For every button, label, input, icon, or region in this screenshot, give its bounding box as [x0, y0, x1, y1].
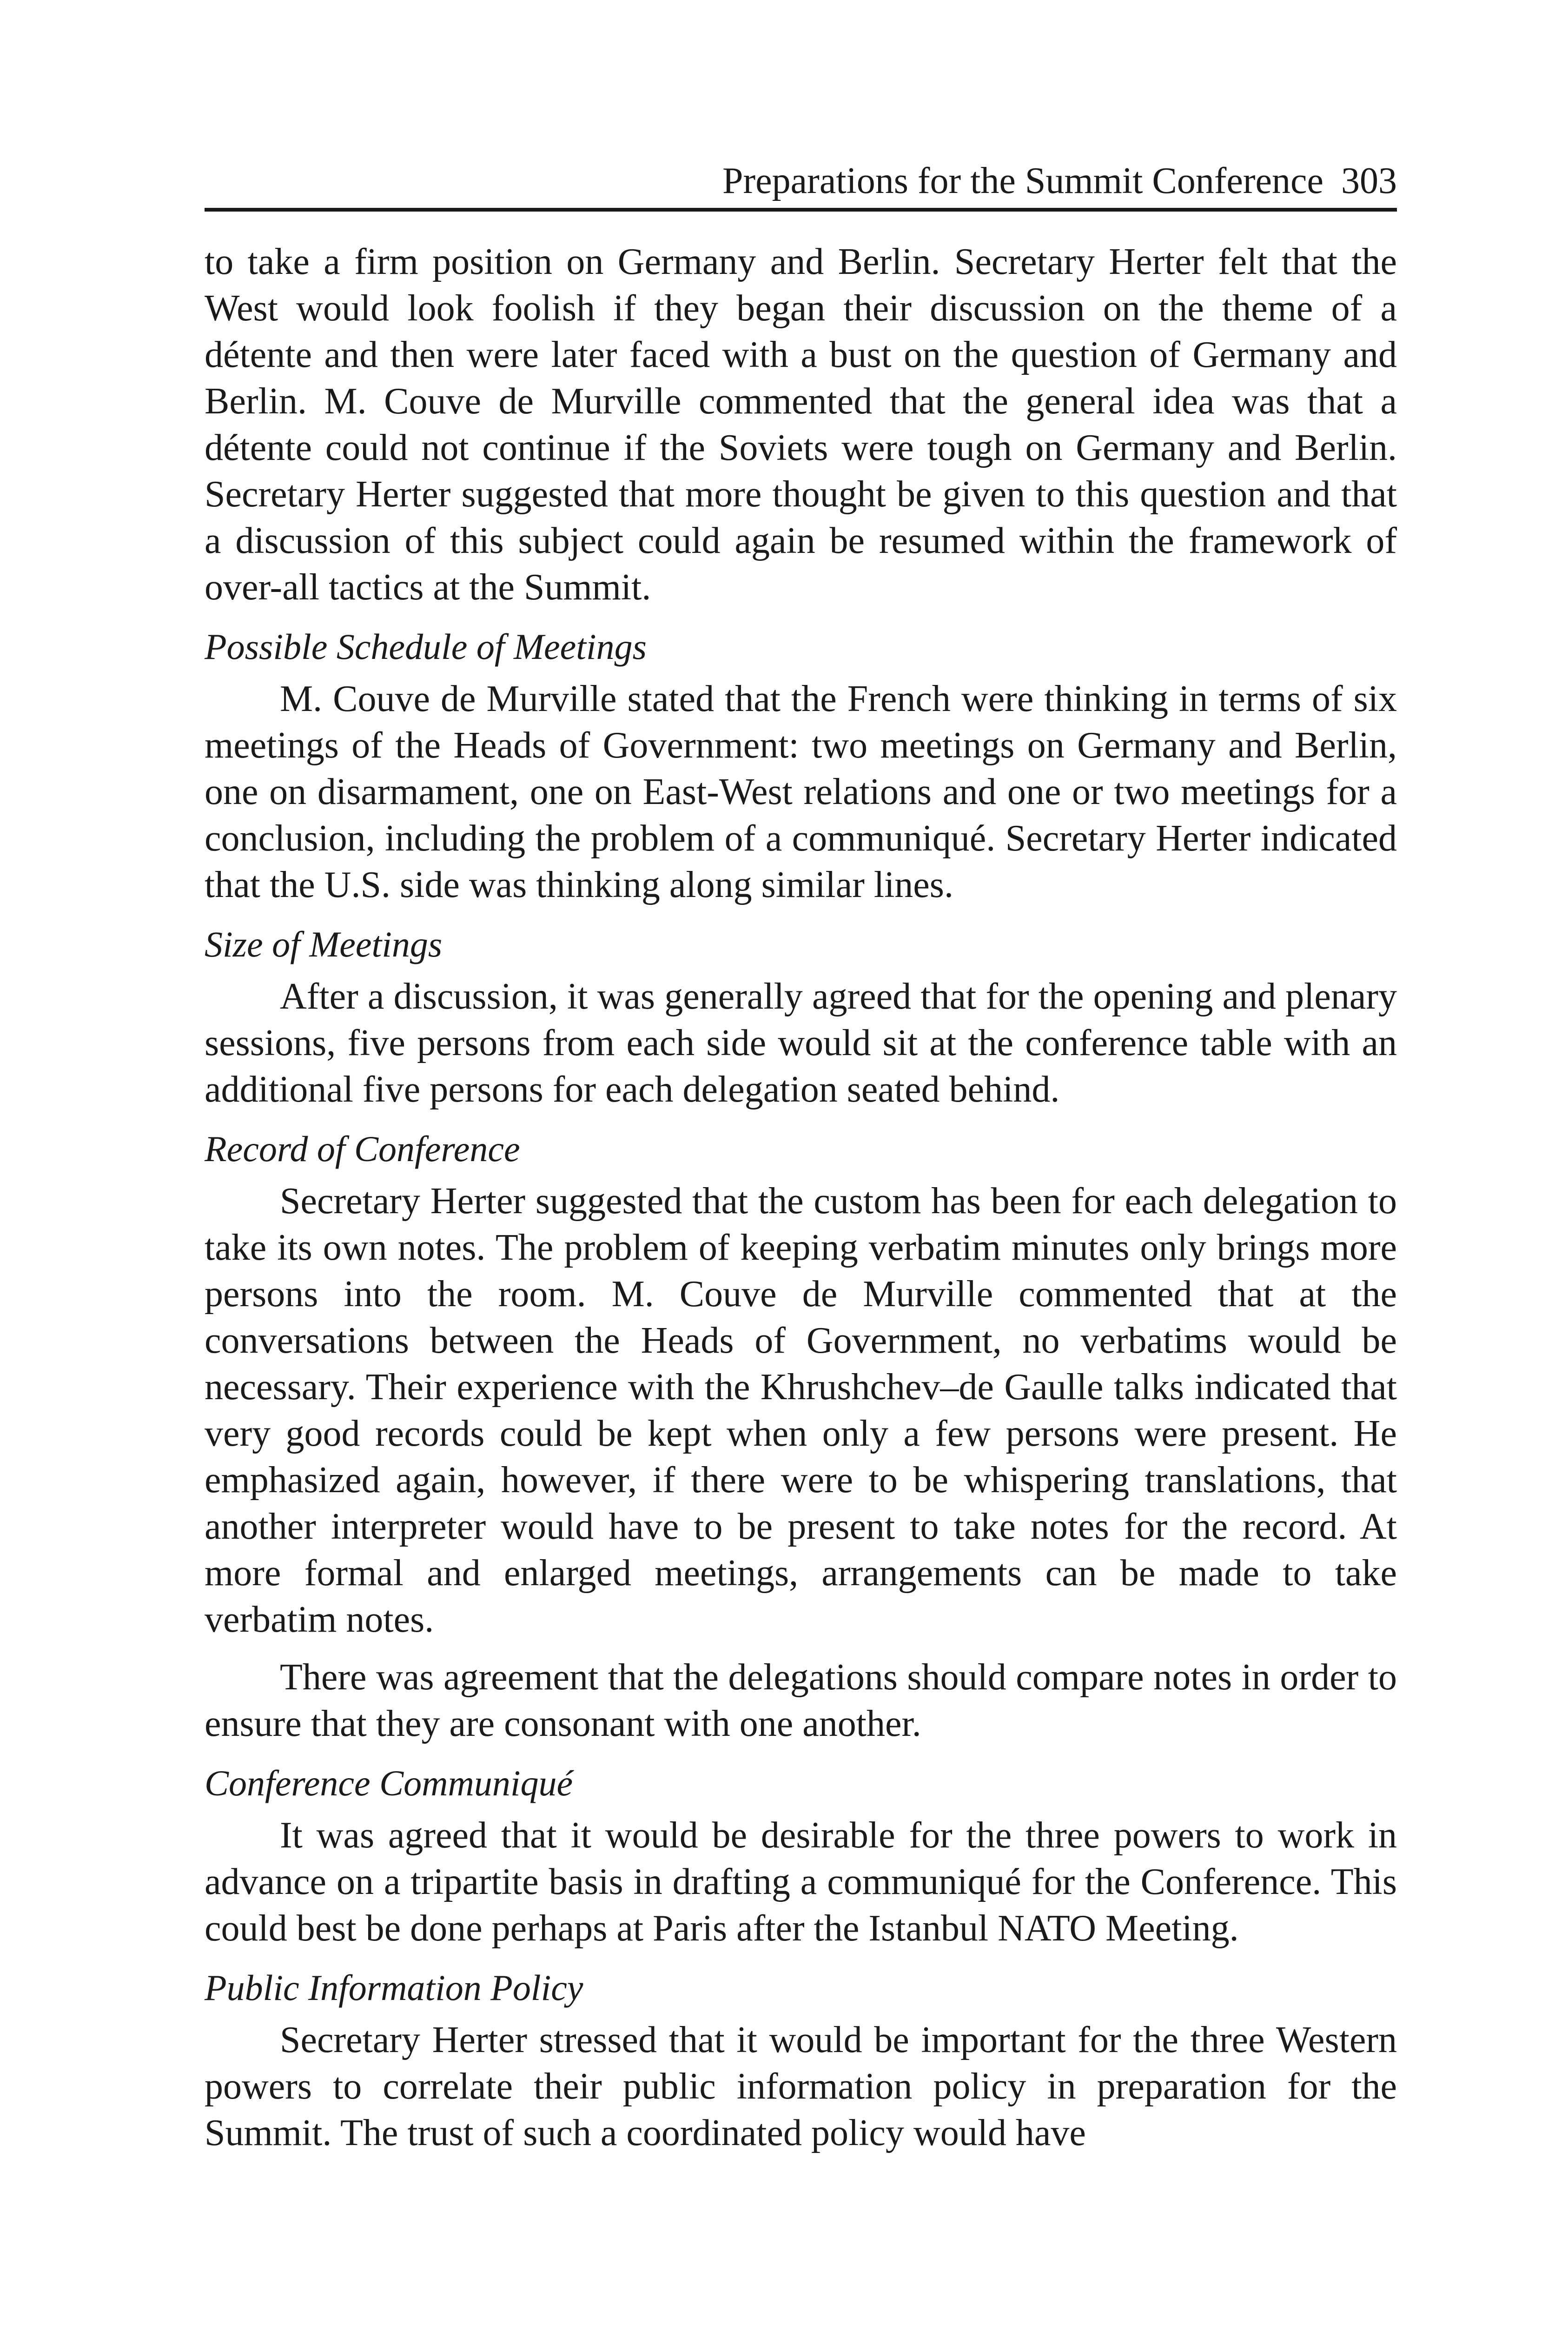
running-head — [205, 160, 1397, 208]
section-heading: Possible Schedule of Meetings — [205, 626, 647, 667]
section-conference-communique — [205, 1760, 1397, 1952]
section-size-of-meetings — [205, 921, 1397, 1113]
header-rule — [205, 208, 1397, 212]
paragraph: There was agreement that the delegations should compare notes in order to ensure that they are consonant with one another. — [205, 1657, 1397, 1744]
section-heading: Public Information Policy — [205, 1967, 583, 2008]
section-record-of-conference — [205, 1126, 1397, 1747]
section-public-information-policy — [205, 1965, 1397, 2156]
document-body — [205, 239, 1397, 2156]
section-possible-schedule — [205, 624, 1397, 908]
section-heading: Record of Conference — [205, 1129, 520, 1169]
page-number: 303 — [1341, 160, 1397, 201]
paragraph: Secretary Herter suggested that the custom has been for each delegation to take its own notes. The problem of keeping verbatim minutes only brings more persons into the room. M. Couve de Murville commented that at the conversations between the Heads of Government, no verbatims would be necessary. Their experience with the Khrushchev–de Gaulle talks indicated that very good records could be kept when only a few persons were present. He emphasized again, however, if there were to be whispering translations, that another interpreter would have to be present to take notes for the record. At more formal and enlarged meetings, arrangements can be made to take verbatim notes. — [205, 1181, 1397, 1640]
paragraph: Secretary Herter stressed that it would be important for the three Western powers to correlate their public information policy in preparation for the Summit. The trust of such a coordinated policy would have — [205, 2019, 1397, 2153]
intro-paragraph: to take a firm position on Germany and Berlin. Secretary Herter felt that the West would look foolish if they began their discussion on the theme of a détente and then were later faced with a bust on the question of Germany and Berlin. M. Couve de Murville commented that the general idea was that a détente could not continue if the Soviets were tough on Germany and Berlin. Secretary Herter suggested that more thought be given to this question and that a discussion of this subject could again be resumed within the framework of over-all tactics at the Summit. — [205, 241, 1397, 608]
section-heading: Conference Communiqué — [205, 1763, 573, 1803]
paragraph: It was agreed that it would be desirable for the three powers to work in advance on a tripartite basis in drafting a communiqué for the Conference. This could best be done perhaps at Paris after the Istanbul NATO Meeting. — [205, 1815, 1397, 1949]
document-page — [205, 160, 1397, 2325]
section-heading: Size of Meetings — [205, 924, 443, 964]
paragraph: M. Couve de Murville stated that the French were thinking in terms of six meetings of the Heads of Government: two meetings on Germany and Berlin, one on disarmament, one on East-West relations and one or two meetings for a conclusion, including the problem of a communiqué. Secretary Herter indicated that the U.S. side was thinking along similar lines. — [205, 678, 1397, 905]
running-title: Preparations for the Summit Conference — [722, 160, 1323, 201]
paragraph: After a discussion, it was generally agreed that for the opening and plenary sessions, five persons from each side would sit at the conference table with an additional five persons for each delegation seated behind. — [205, 976, 1397, 1110]
